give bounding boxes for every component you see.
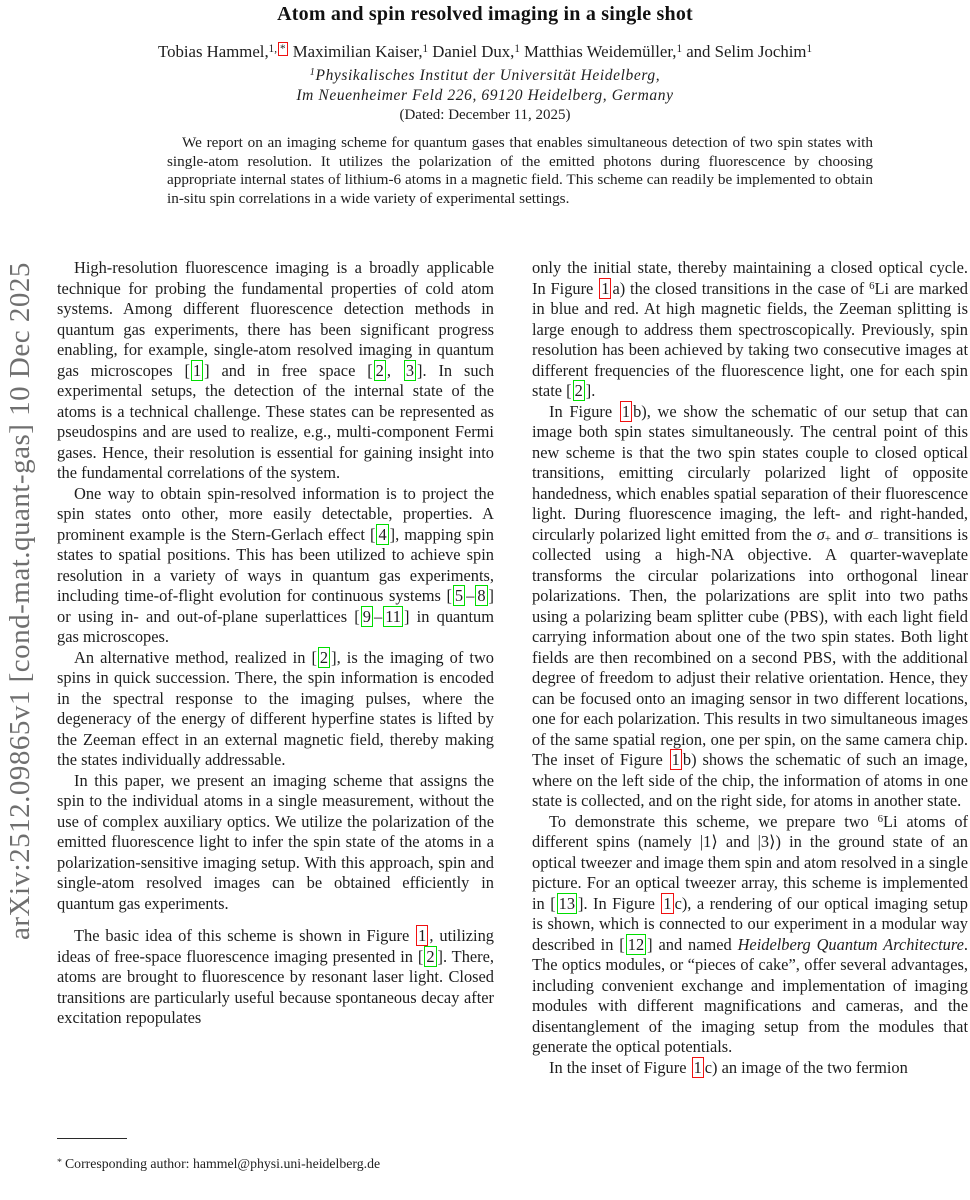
affiliation-line-2: Im Neuenheimer Feld 226, 69120 Heidelberg, Germany <box>296 87 674 104</box>
right-column <box>532 258 968 1078</box>
body-paragraph: An alternative method, realized in [ 2 ], is the imaging of two spins in quick succession. There, the spin information is encoded in the spectral response to the imaging pulses, where the degeneracy of the energy of different hyperfine states is lifted by the Zeeman effect in an external magnetic field, thereby making the states individually addressable. <box>57 647 494 769</box>
body-paragraph: In this paper, we present an imaging scheme that assigns the spin to the individual atoms in a single measurement, without the use of complex auxiliary optics. We utilize the polarization of the emitted fluorescence light to infer the spin state of the atoms in a polarization-sensitive imaging setup. With this approach, spin and single-atom resolved images can be obtained efficiently in quantum gas experiments. <box>57 770 494 913</box>
superscript: 6 <box>869 279 875 292</box>
citation-link[interactable]: 11 <box>385 606 401 626</box>
citation-link[interactable]: 4 <box>378 524 387 544</box>
superscript <box>277 43 289 55</box>
superscript: 1 <box>806 43 812 56</box>
citation-link[interactable]: 12 <box>627 934 645 954</box>
citation-link[interactable]: 8 <box>477 586 486 605</box>
superscript: 6 <box>877 812 883 825</box>
figure-ref-link[interactable]: 1 <box>621 401 631 421</box>
subscript: − <box>872 533 879 546</box>
footnote-rule <box>57 1138 127 1139</box>
citation-link[interactable]: 3 <box>405 360 415 380</box>
figure-ref-link[interactable]: 1 <box>693 1057 702 1077</box>
citation-link[interactable]: 2 <box>319 647 329 667</box>
affiliation-line-1: $^1$Physikalisches Institut der Universität Heidelberg, <box>309 67 661 84</box>
superscript: 1, <box>268 43 277 56</box>
superscript: 1 <box>514 43 520 56</box>
body-paragraph: To demonstrate this scheme, we prepare two $^6$Li atoms of different spins (namely |1⟩ and |3⟩) in the ground state of an optical tweezer and image them spin and atom resolved in a single picture. For an optical tweezer array, this scheme is implemented in [ 13 ]. In Figure 1 c), a rendering of our optical imaging setup is shown, which is connected to our experiment in a modular way described in [ 12 ] and named Heidelberg Quantum Architecture. The optics modules, or “pieces of cake”, offer several advantages, including convenient exchange and implementation of imaging modules with different magnifications and cameras, and the disentanglement of the imaging setup from the modules that generate the optical potentials. <box>532 811 968 1056</box>
body-paragraph: The basic idea of this scheme is shown in Figure 1 , utilizing ideas of free-space fluorescence imaging presented in [ 2 ]. There, atoms are brought to fluorescence by resonant laser light. Closed transitions are particularly useful because spontaneous decay after excitation repopulates <box>57 926 494 1027</box>
abstract-block <box>167 134 873 209</box>
subscript: + <box>824 533 831 546</box>
superscript: 1 <box>422 43 429 56</box>
left-column <box>57 258 494 1029</box>
arxiv-identifier-stamp: arXiv:2512.09865v1 [cond-mat.quant-gas] 10 Dec 2025 <box>4 262 36 940</box>
corresponding-author-footnote <box>57 1155 494 1174</box>
date-line: (Dated: December 11, 2025) <box>399 107 571 123</box>
abstract-text: We report on an imaging scheme for quantum gases that enables simultaneous detection of two spin states with single-atom resolution. It utilizes the polarization of the emitted photons during fluorescence by choosing appropriate internal states of lithium-6 atoms in a magnetic field. This scheme can readily be implemented to obtain in-situ spin correlations in a wide variety of experimental settings. <box>167 134 873 208</box>
paper-title: Atom and spin resolved imaging in a single shot <box>277 3 693 25</box>
figure-ref-link[interactable]: 1 <box>418 926 427 945</box>
superscript: 1 <box>676 43 682 56</box>
footnote-marker: * <box>57 1156 62 1168</box>
citation-link[interactable]: 5 <box>454 586 464 605</box>
corresponding-author-mark-link[interactable]: * <box>279 43 286 56</box>
superscript: 1 <box>309 67 316 79</box>
footnote-body: Corresponding author: hammel@physi.uni-heidelberg.de <box>64 1156 381 1171</box>
footnote-area <box>57 1138 494 1174</box>
body-paragraph: One way to obtain spin-resolved information is to project the spin states onto other, more easily detectable, properties. A prominent example is the Stern-Gerlach effect [ 4 ], mapping spin states to spatial positions. This has been utilized to achieve spin resolution in a variety of ways in quantum gas experiments, including time-of-flight evolution for continuous systems [ 5 – 8 ] or using in- and out-of-plane superlattices [ 9 – 11 ] in quantum gas microscopes. <box>57 483 494 646</box>
citation-link[interactable]: 2 <box>574 381 583 400</box>
italic-text: σ <box>816 524 825 544</box>
body-paragraph: only the initial state, thereby maintaining a closed optical cycle. In Figure 1 a) the closed transitions in the case of $^6$Li are marked in blue and red. At high magnetic fields, the Zeeman splitting is large enough to address them spectroscopically. Previously, spin resolution has been achieved by taking two consecutive images at different frequencies of the fluorescence light, one for each spin state [ 2 ]. <box>532 258 968 400</box>
figure-ref-link[interactable]: 1 <box>671 750 680 769</box>
body-paragraph: In Figure 1 b), we show the schematic of our setup that can image both spin states simultaneously. The central point of this new scheme is that the two spin states couple to closed optical transitions, emitting circularly polarized light of opposite handedness, which enables spatial separation of their fluorescence light. During fluorescence imaging, the left- and right-handed, circularly polarized light emitted from the $\sigma_+$ and $\sigma_-$ transitions is collected using a high-NA objective. A quarter-waveplate transforms the circular polarizations into orthogonal linear polarizations. Then, the polarizations are split into two paths using a polarizing beam splitter cube (PBS), with each light field carrying information about one of the two spin states. Both light fields are then recombined on a second PBS, with the additional degree of freedom to adjust their relative orientation. Hence, they can be focused onto an imaging sensor in two different locations, one for each polarization. This results in two simultaneous images of the same spatial region, one per spin, on the same camera chip. The inset of Figure 1 b) shows the schematic of such an image, where on the left side of the chip, the information of atoms in one state is collected, and on the right side, for atoms in another state. <box>532 401 969 810</box>
citation-link[interactable]: 9 <box>362 606 371 626</box>
citation-link[interactable]: 13 <box>558 893 576 913</box>
citation-link[interactable]: 2 <box>426 946 435 966</box>
citation-link[interactable]: 2 <box>375 360 384 380</box>
body-paragraph: High-resolution fluorescence imaging is a broadly applicable technique for probing the fundamental properties of cold atom systems. Among different fluorescence detection methods in quantum gas experiments, there has been significant progress enabling, for example, single-atom resolved imaging in quantum gas microscopes [ 1 ] and in free space [ 2 , 3 ]. In such experimental setups, the detection of the internal state of the atoms is a technical challenge. These states can be represented as pseudospins and are used to realize, e.g., multi-component Fermi gases. Hence, their resolution is essential for gaining insight into the fundamental correlations of the system. <box>57 258 495 482</box>
italic-text: σ <box>864 524 873 544</box>
figure-ref-link[interactable]: 1 <box>601 278 610 298</box>
italic-text: Heidelberg Quantum Architecture <box>737 934 964 954</box>
figure-ref-link[interactable]: 1 <box>663 893 672 913</box>
author-line: Tobias Hammel,$^{1,}$ * Maximilian Kaiser,$^1$ Daniel Dux,$^1$ Matthias Weidemüller,$^1$ and Selim Jochim$^1$ <box>157 42 812 61</box>
body-paragraph: In the inset of Figure 1 c) an image of the two fermion <box>549 1057 908 1077</box>
citation-link[interactable]: 1 <box>192 360 202 380</box>
